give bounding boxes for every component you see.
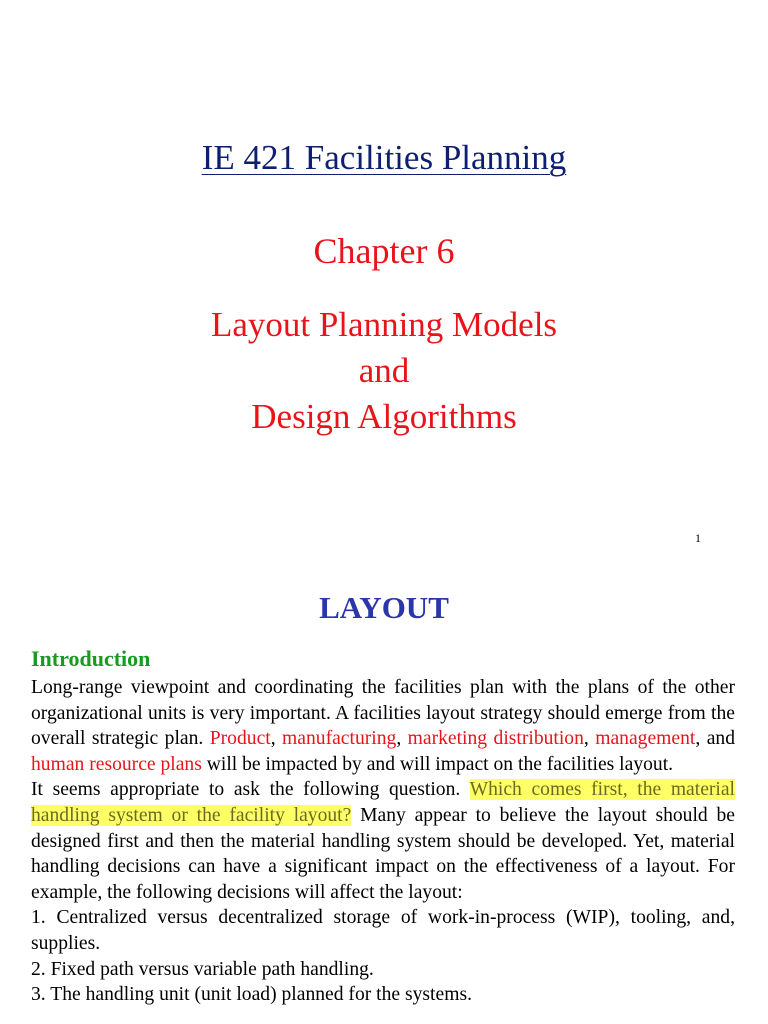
- body-text: [31, 675, 735, 1008]
- term-manufacturing: manufacturing: [282, 728, 397, 750]
- p1-text-2: will be impacted by and will impact on the facilities layout.: [201, 753, 674, 775]
- paragraph-2: [31, 777, 735, 905]
- p1-text-1: Long-range viewpoint and coordinating the facilities plan with the plans of the other organizational units is very important. A facilities layout strategy should emerge from the overall strategic plan.: [31, 677, 735, 750]
- slide-subtitle: [0, 302, 768, 440]
- p1-sep-4: , and: [695, 728, 735, 750]
- p1-sep-3: ,: [583, 728, 596, 750]
- intro-heading: Introduction: [31, 646, 151, 671]
- term-product: Product: [209, 728, 271, 750]
- p2-text-1: It seems appropriate to ask the following question.: [31, 779, 470, 801]
- subtitle-line-3: Design Algorithms: [251, 397, 517, 436]
- p2-text-2: Many appear to believe the layout should be designed first and then the material handling system should be developed. Yet, material handling decisions can have a significant impact on the effectiveness of a layout. For example, the following decisions will affect the layout:: [31, 804, 735, 903]
- slide-title: [0, 138, 768, 178]
- p1-sep-1: ,: [270, 728, 283, 750]
- section-heading: LAYOUT: [319, 590, 449, 625]
- paragraph-1: [31, 675, 735, 777]
- subtitle-line-1: Layout Planning Models: [210, 305, 558, 344]
- term-marketing-distribution: marketing distribution: [407, 728, 584, 750]
- term-management: management: [595, 728, 696, 750]
- page-number: 1: [695, 531, 701, 545]
- list-item-2: 2. Fixed path versus variable path handling.: [31, 958, 374, 980]
- list-item-3: 3. The handling unit (unit load) planned for the systems.: [31, 984, 472, 1006]
- subtitle-line-2: and: [358, 351, 410, 390]
- highlighted-question: Which comes first, the material handling system or the facility layout?: [31, 779, 736, 826]
- p1-sep-2: ,: [396, 728, 408, 750]
- chapter-label: Chapter 6: [313, 231, 455, 271]
- list-item-1: 1. Centralized versus decentralized storage of work-in-process (WIP), tooling, and, supplies.: [31, 907, 735, 954]
- slide-title-text: IE 421 Facilities Planning: [201, 138, 567, 177]
- term-human-resource-plans: human resource plans: [31, 753, 202, 775]
